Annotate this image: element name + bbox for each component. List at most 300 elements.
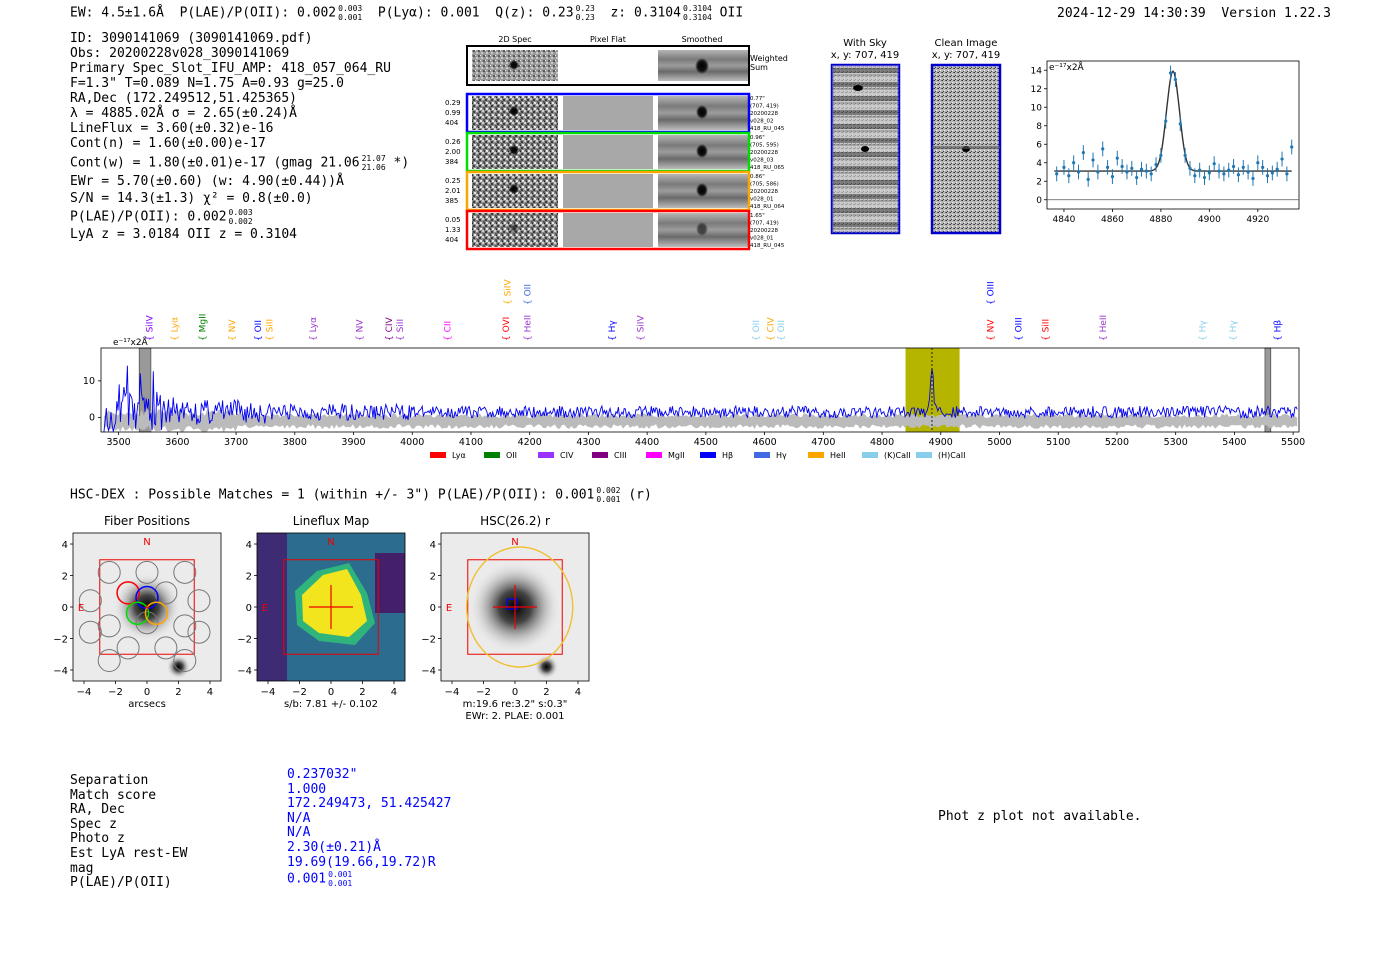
- hsc-panel-caption-2: EWr: 2. PLAE: 0.001: [465, 711, 565, 722]
- hsc-xtick-label: 4: [206, 687, 214, 698]
- match-value-separation: 0.237032": [287, 767, 358, 782]
- north-label: N: [511, 537, 519, 548]
- line-id-label: [502, 317, 512, 341]
- line-id-text: { Hβ: [1273, 319, 1284, 341]
- line-id-text: { OII: [253, 320, 264, 341]
- zoom-ytick-label: 4: [1036, 158, 1042, 169]
- legend-label: HeII: [830, 451, 846, 460]
- line-id-text: { Lyα: [308, 316, 319, 341]
- zoom-data-point: [1285, 172, 1288, 175]
- cutout-row-meta: 418_RU_045: [750, 243, 785, 249]
- photz-message: Phot z plot not available.: [938, 809, 1142, 824]
- full-spectrum-chart: [70, 275, 1310, 465]
- line-id-label: [228, 319, 238, 341]
- zoom-data-point: [1150, 172, 1153, 175]
- match-value-specz: N/A: [287, 810, 311, 826]
- line-id-label: [396, 319, 406, 341]
- hsc-title: [70, 486, 652, 504]
- line-id-text: { OII: [751, 320, 762, 341]
- line-id-text: { Hγ: [607, 320, 618, 341]
- header-plae: P(LAE)/P(OII): 0.002: [179, 5, 337, 21]
- spectrum-xtick-label: 4100: [458, 437, 484, 448]
- zoom-data-point: [1179, 122, 1182, 125]
- zoom-data-point: [1203, 176, 1206, 179]
- hsc-xtick-label: −4: [260, 687, 276, 698]
- info-cont-w-hi: 21.07: [361, 154, 386, 163]
- hsc-panel-caption: arcsecs: [128, 699, 166, 710]
- match-value-photoz: N/A: [287, 825, 311, 841]
- cutout-row-stat: 0.05: [445, 216, 461, 224]
- zoom-data-point: [1256, 161, 1259, 164]
- match-label-specz: Spec z: [70, 816, 117, 832]
- zoom-data-point: [1091, 158, 1094, 161]
- cutout-row-meta: 20200228: [750, 111, 778, 117]
- cutout-row-stat: 385: [445, 197, 459, 205]
- legend-swatch: [646, 452, 662, 458]
- zoom-xtick-label: 4840: [1052, 215, 1076, 225]
- line-id-label: [170, 317, 180, 341]
- line-id-text: { SiIV: [145, 315, 156, 341]
- zoom-data-point: [1101, 147, 1104, 150]
- info-obs: Obs: 20200228v028_3090141069: [70, 46, 290, 61]
- cutout-row-stat: 404: [445, 236, 459, 244]
- line-id-text: { NV: [227, 319, 238, 341]
- match-value-radec: 172.249473, 51.425427: [287, 796, 452, 812]
- spectrum-xtick-label: 4500: [693, 437, 718, 448]
- line-id-text: { HeII: [523, 314, 534, 341]
- hsc-panel-title: Lineflux Map: [292, 514, 370, 528]
- spectrum-xtick-label: 4800: [869, 437, 895, 448]
- sky-images: [822, 36, 1012, 241]
- match-value-mag: 19.69(19.66,19.72)R: [287, 854, 436, 870]
- with-sky-coords: x, y: 707, 419: [830, 50, 900, 61]
- header-plae-hi: 0.003: [338, 4, 363, 13]
- zoom-ytick-label: 0: [1036, 195, 1042, 206]
- legend-swatch: [916, 452, 932, 458]
- zoom-data-point: [1188, 167, 1191, 170]
- hsc-panel: [53, 514, 221, 710]
- info-lineflux: LineFlux = 3.60(±0.32)e-16: [70, 121, 274, 136]
- legend-swatch: [484, 452, 500, 458]
- hsc-xtick-label: −4: [76, 687, 92, 698]
- zoom-data-point: [1121, 165, 1124, 168]
- header-z-line: OII: [719, 5, 744, 21]
- info-radec: RA,Dec (172.249512,51.425365): [70, 91, 297, 106]
- zoom-data-point: [1082, 151, 1085, 154]
- legend-label: OII: [506, 451, 518, 460]
- line-id-text: { SiII: [395, 318, 406, 341]
- header-plae-lo: 0.001: [338, 13, 363, 22]
- hsc-xtick-label: 4: [574, 687, 582, 698]
- line-id-label: [766, 316, 776, 341]
- legend-label: Lyα: [452, 451, 466, 460]
- hsc-ytick-label: −2: [53, 634, 68, 646]
- line-id-label: [146, 315, 156, 341]
- info-ewr: EWr = 5.70(±0.60) (w: 4.90(±0.44))Å: [70, 174, 344, 189]
- cutout-row-meta: (707, 419): [750, 103, 779, 110]
- cutout-row-meta: 418_RU_065: [750, 165, 785, 171]
- weighted-sum-label-2: Sum: [750, 63, 768, 72]
- header-line: [70, 4, 743, 22]
- line-id-label: [355, 319, 365, 341]
- match-plae-lo: 0.001: [328, 879, 353, 889]
- spectrum-ytick-label: 0: [88, 412, 95, 424]
- zoom-data-point: [1276, 168, 1279, 171]
- zoom-data-point: [1217, 169, 1220, 172]
- hsc-ytick-label: −2: [237, 634, 252, 646]
- info-cont-w-lo: 21.06: [361, 163, 386, 172]
- legend-label: MgII: [668, 451, 685, 460]
- cutout-row-meta: v028_02: [750, 118, 774, 125]
- spectrum-xtick-label: 4900: [928, 437, 953, 448]
- cutout-row-stat: 0.26: [445, 138, 461, 146]
- header-timestamp-version: [1057, 6, 1331, 21]
- hsc-ytick-label: −2: [421, 634, 436, 646]
- center-mark: +: [143, 603, 151, 613]
- hsc-ytick-label: 4: [61, 540, 68, 552]
- info-primary-spec: Primary Spec_Slot_IFU_AMP: 418_057_064_RU: [70, 61, 391, 76]
- header-plya: P(Lyα): 0.001: [377, 5, 480, 21]
- hsc-plae-lo: 0.001: [596, 495, 621, 504]
- info-lambda-sigma: λ = 4885.02Å σ = 2.65(±0.24)Å: [70, 106, 297, 121]
- cutout-row-meta: 0.86": [750, 174, 765, 180]
- line-id-label: [1041, 319, 1051, 341]
- zoom-data-point: [1280, 157, 1283, 160]
- spectrum-ytick-label: 10: [82, 375, 95, 387]
- zoom-data-point: [1227, 169, 1230, 172]
- line-id-text: { MgII: [198, 313, 209, 341]
- cutout-panel: [440, 32, 800, 257]
- zoom-data-point: [1174, 78, 1177, 81]
- line-id-text: { NV: [355, 319, 366, 341]
- cutout-row-stat: 384: [445, 158, 459, 166]
- hsc-ytick-label: 0: [61, 603, 68, 614]
- version: Version 1.22.3: [1221, 6, 1331, 21]
- match-label-mag: mag: [70, 860, 94, 876]
- with-sky-title: With Sky: [843, 38, 887, 49]
- spectrum-xtick-label: 3900: [341, 437, 366, 448]
- line-id-text: { OIII: [986, 281, 997, 305]
- hsc-plae-hi: 0.002: [596, 486, 621, 495]
- cutout-header-flat: Pixel Flat: [590, 35, 626, 44]
- zoom-unit-label: e⁻¹⁷x2Å: [1049, 63, 1084, 73]
- hsc-ytick-label: 2: [429, 571, 436, 583]
- zoom-ytick-label: 10: [1030, 103, 1042, 114]
- zoom-data-point: [1111, 175, 1114, 178]
- timestamp: 2024-12-29 14:30:39: [1057, 6, 1206, 21]
- zoom-data-point: [1237, 173, 1240, 176]
- zoom-spectrum-chart: [1025, 55, 1310, 235]
- cutout-row-meta: v028_03: [750, 157, 774, 164]
- spectrum-xtick-label: 3500: [106, 437, 131, 448]
- cutout-row-meta: v028_01: [750, 196, 774, 203]
- hsc-panel-title: HSC(26.2) r: [480, 514, 550, 528]
- legend-swatch: [808, 452, 824, 458]
- east-label: E: [261, 603, 269, 614]
- info-sn: S/N = 14.3(±1.3) χ² = 0.8(±0.0): [70, 191, 313, 206]
- zoom-ytick-label: 12: [1030, 84, 1042, 95]
- spectrum-xtick-label: 5500: [1281, 437, 1306, 448]
- zoom-data-point: [1271, 171, 1274, 174]
- zoom-data-point: [1261, 166, 1264, 169]
- cutout-row-stat: 2.01: [445, 187, 461, 195]
- east-label: E: [77, 603, 85, 614]
- spectrum-xtick-label: 5200: [1104, 437, 1130, 448]
- line-id-text: { HeII: [1098, 314, 1109, 341]
- hsc-ytick-label: −4: [53, 665, 68, 677]
- line-id-label: [443, 321, 453, 341]
- legend-swatch: [538, 452, 554, 458]
- match-label-separation: Separation: [70, 773, 149, 788]
- header-qz: Q(z): 0.23: [495, 5, 574, 21]
- spectrum-xtick-label: 5300: [1163, 437, 1188, 448]
- cutout-row-meta: v028_01: [750, 235, 774, 242]
- info-cont-n: Cont(n) = 1.60(±0.00)e-17: [70, 136, 266, 151]
- cutout-row-meta: 418_RU_045: [750, 126, 785, 132]
- cutout-row-meta: 418_RU_064: [750, 204, 785, 210]
- info-lya-z: LyA z = 3.0184 OII z = 0.3104: [70, 227, 297, 242]
- hsc-ytick-label: −4: [237, 665, 252, 677]
- zoom-data-point: [1169, 71, 1172, 74]
- zoom-data-point: [1130, 167, 1133, 170]
- line-id-label: [1199, 320, 1209, 341]
- zoom-ytick-label: 8: [1036, 121, 1042, 132]
- zoom-data-point: [1232, 165, 1235, 168]
- cutout-row-stat: 404: [445, 119, 459, 127]
- legend-label: (H)CaII: [938, 451, 966, 460]
- zoom-data-point: [1140, 168, 1143, 171]
- zoom-data-point: [1193, 174, 1196, 177]
- zoom-ytick-label: 6: [1036, 140, 1042, 151]
- hsc-ytick-label: 4: [429, 540, 436, 552]
- line-id-label: [637, 315, 647, 341]
- hsc-xtick-label: 2: [543, 687, 550, 698]
- line-id-text: { CII: [443, 320, 454, 341]
- spectrum-xtick-label: 4300: [576, 437, 601, 448]
- cutout-row-stat: 1.33: [445, 226, 461, 234]
- legend-label: Hγ: [776, 451, 787, 460]
- hsc-xtick-label: 4: [390, 687, 398, 698]
- legend-swatch: [592, 452, 608, 458]
- line-id-text: { OVI: [502, 316, 513, 341]
- line-id-label: [523, 284, 533, 305]
- hsc-xtick-label: 2: [175, 687, 182, 698]
- zoom-data-point: [1159, 154, 1162, 157]
- zoom-data-point: [1251, 177, 1254, 180]
- match-labels: [70, 774, 187, 891]
- zoom-data-point: [1087, 178, 1090, 181]
- zoom-data-point: [1145, 169, 1148, 172]
- hsc-xtick-label: 0: [327, 687, 335, 698]
- north-label: N: [143, 537, 151, 548]
- match-value-score: 1.000: [287, 781, 327, 797]
- legend-swatch: [430, 452, 446, 458]
- legend-label: CIV: [560, 451, 574, 460]
- info-block: [70, 31, 409, 242]
- zoom-plot-frame: [1047, 61, 1299, 209]
- header-qz-lo: 0.23: [575, 13, 595, 22]
- match-label-lya-ew: Est LyA rest-EW: [70, 845, 188, 861]
- hsc-ytick-label: −4: [421, 665, 436, 677]
- line-id-label: [503, 279, 513, 305]
- legend-label: (K)CaII: [884, 451, 911, 460]
- zoom-xtick-label: 4920: [1246, 215, 1270, 225]
- zoom-data-point: [1106, 166, 1109, 169]
- legend-label: Hβ: [722, 451, 734, 460]
- cutout-row-meta: (707, 419): [750, 220, 779, 227]
- weighted-sum-row: [467, 46, 788, 85]
- line-id-label: [987, 319, 997, 341]
- cutout-row-meta: 0.77": [750, 96, 765, 102]
- match-value-lya-ew: 2.30(±0.21)Å: [287, 839, 381, 855]
- cutout-header-smooth: Smoothed: [681, 35, 723, 44]
- legend-swatch: [754, 452, 770, 458]
- zoom-data-point: [1290, 145, 1293, 148]
- info-cont-w-text: Cont(w) = 1.80(±0.01)e-17 (gmag 21.06: [70, 155, 360, 171]
- cutout-row-meta: (705, 595): [750, 142, 779, 149]
- line-id-text: { Hγ: [1198, 320, 1209, 341]
- cutout-header-2d: 2D Spec: [498, 35, 532, 44]
- info-id: ID: 3090141069 (3090141069.pdf): [70, 31, 313, 46]
- spectrum-xtick-label: 3600: [165, 437, 190, 448]
- cutout-row: [445, 172, 785, 210]
- line-id-label: [1229, 320, 1239, 341]
- line-id-text: { Lyα: [170, 316, 181, 341]
- zoom-ytick-label: 14: [1030, 66, 1042, 77]
- legend-swatch: [700, 452, 716, 458]
- cutout-row: [445, 94, 785, 132]
- line-id-label: [254, 320, 264, 341]
- east-label: E: [445, 603, 453, 614]
- zoom-data-point: [1125, 170, 1128, 173]
- lineflux-dark-edge: [375, 553, 405, 613]
- zoom-data-point: [1062, 166, 1065, 169]
- match-value-plae: [287, 870, 451, 888]
- zoom-data-point: [1247, 170, 1250, 173]
- zoom-data-point: [1154, 163, 1157, 166]
- cutout-row-stat: 0.99: [445, 109, 461, 117]
- zoom-data-point: [1067, 174, 1070, 177]
- header-z-lo: 0.3104: [682, 13, 712, 22]
- zoom-data-point: [1208, 171, 1211, 174]
- line-id-label: [385, 316, 395, 341]
- match-label-radec: RA, Dec: [70, 802, 125, 818]
- zoom-data-point: [1077, 170, 1080, 173]
- line-id-text: { NV: [986, 319, 997, 341]
- hsc-ytick-label: 0: [429, 603, 436, 614]
- header-ew: EW: 4.5±1.6Å: [70, 5, 164, 21]
- zoom-data-point: [1164, 120, 1167, 123]
- zoom-xtick-label: 4900: [1197, 215, 1221, 225]
- hsc-ytick-label: 2: [245, 571, 252, 583]
- line-id-text: { SiII: [1041, 318, 1052, 341]
- line-id-text: { SiIV: [503, 279, 514, 305]
- line-id-label: [608, 320, 618, 341]
- zoom-data-point: [1198, 169, 1201, 172]
- hsc-ytick-label: 4: [245, 540, 252, 552]
- info-plae-text: P(LAE)/P(OII): 0.002: [70, 209, 227, 225]
- hsc-xtick-label: 0: [511, 687, 519, 698]
- spectrum-xtick-label: 4200: [517, 437, 542, 448]
- hsc-panel-caption: m:19.6 re:3.2" s:0.3": [462, 699, 568, 710]
- cutout-row-stat: 0.29: [445, 99, 461, 107]
- cutout-row-meta: 20200228: [750, 189, 778, 195]
- zoom-data-point: [1055, 172, 1058, 175]
- hsc-panel: [237, 514, 405, 710]
- spectrum-xtick-label: 3800: [282, 437, 307, 448]
- zoom-data-point: [1096, 170, 1099, 173]
- line-id-label: [309, 317, 319, 341]
- line-id-label: [987, 281, 997, 305]
- zoom-data-point: [1213, 162, 1216, 165]
- info-plae: [70, 208, 409, 227]
- clean-image-coords: x, y: 707, 419: [931, 50, 1001, 61]
- line-id-label: [266, 319, 276, 341]
- hsc-title-text: HSC-DEX : Possible Matches = 1 (within +/- 3") P(LAE)/P(OII): 0.001: [70, 487, 595, 503]
- cutout-row-meta: 20200228: [750, 150, 778, 156]
- cutout-row-stat: 0.25: [445, 177, 461, 185]
- spectrum-xtick-label: 4700: [811, 437, 836, 448]
- line-id-text: { CIV: [384, 317, 395, 341]
- info-cont-w-tail: *): [393, 155, 410, 171]
- hsc-panel-caption: s/b: 7.81 +/- 0.102: [283, 699, 379, 710]
- header-qz-hi: 0.23: [575, 4, 595, 13]
- cutout-row-stat: 2.00: [445, 148, 461, 156]
- line-id-text: { CIV: [766, 317, 777, 341]
- zoom-data-point: [1222, 172, 1225, 175]
- cutout-row-meta: 20200228: [750, 228, 778, 234]
- cutout-row: [445, 211, 785, 249]
- hsc-xtick-label: −2: [292, 687, 307, 698]
- header-z: z: 0.3104: [610, 5, 681, 21]
- line-id-label: [1273, 320, 1283, 341]
- zoom-data-point: [1116, 157, 1119, 160]
- line-id-text: { SiIV: [636, 315, 647, 341]
- line-id-text: { SiII: [265, 318, 276, 341]
- hsc-tail: (r): [628, 487, 652, 503]
- line-id-label: [1014, 317, 1024, 341]
- line-id-label: [199, 314, 209, 341]
- hsc-ytick-label: 2: [61, 571, 68, 583]
- spectrum-xtick-label: 5000: [987, 437, 1012, 448]
- zoom-xtick-label: 4860: [1100, 215, 1124, 225]
- zoom-data-point: [1266, 174, 1269, 177]
- match-label-score: Match score: [70, 787, 157, 803]
- legend-swatch: [862, 452, 878, 458]
- legend-label: CIII: [614, 451, 627, 460]
- cutout-row-meta: (705, 586): [750, 181, 779, 188]
- line-id-text: { OII: [523, 284, 534, 305]
- hsc-xtick-label: 0: [143, 687, 151, 698]
- weighted-sum-label-1: Weighted: [750, 54, 788, 63]
- header-z-hi: 0.3104: [682, 4, 712, 13]
- hsc-panels: [40, 508, 610, 728]
- line-id-text: { OII: [777, 320, 788, 341]
- north-label: N: [327, 537, 335, 548]
- spectrum-xtick-label: 4400: [635, 437, 660, 448]
- hsc-ytick-label: 0: [245, 603, 252, 614]
- line-id-label: [777, 320, 787, 341]
- zoom-xtick-label: 4880: [1149, 215, 1173, 225]
- spectrum-xtick-label: 4600: [752, 437, 777, 448]
- spectrum-xtick-label: 3700: [223, 437, 249, 448]
- line-id-text: { OIII: [1014, 317, 1025, 341]
- spectrum-xtick-label: 5400: [1222, 437, 1247, 448]
- hsc-panel: [421, 514, 589, 722]
- hsc-xtick-label: −2: [476, 687, 491, 698]
- cutout-row-meta: 1.65": [750, 213, 765, 219]
- match-plae-hi: 0.001: [328, 870, 353, 880]
